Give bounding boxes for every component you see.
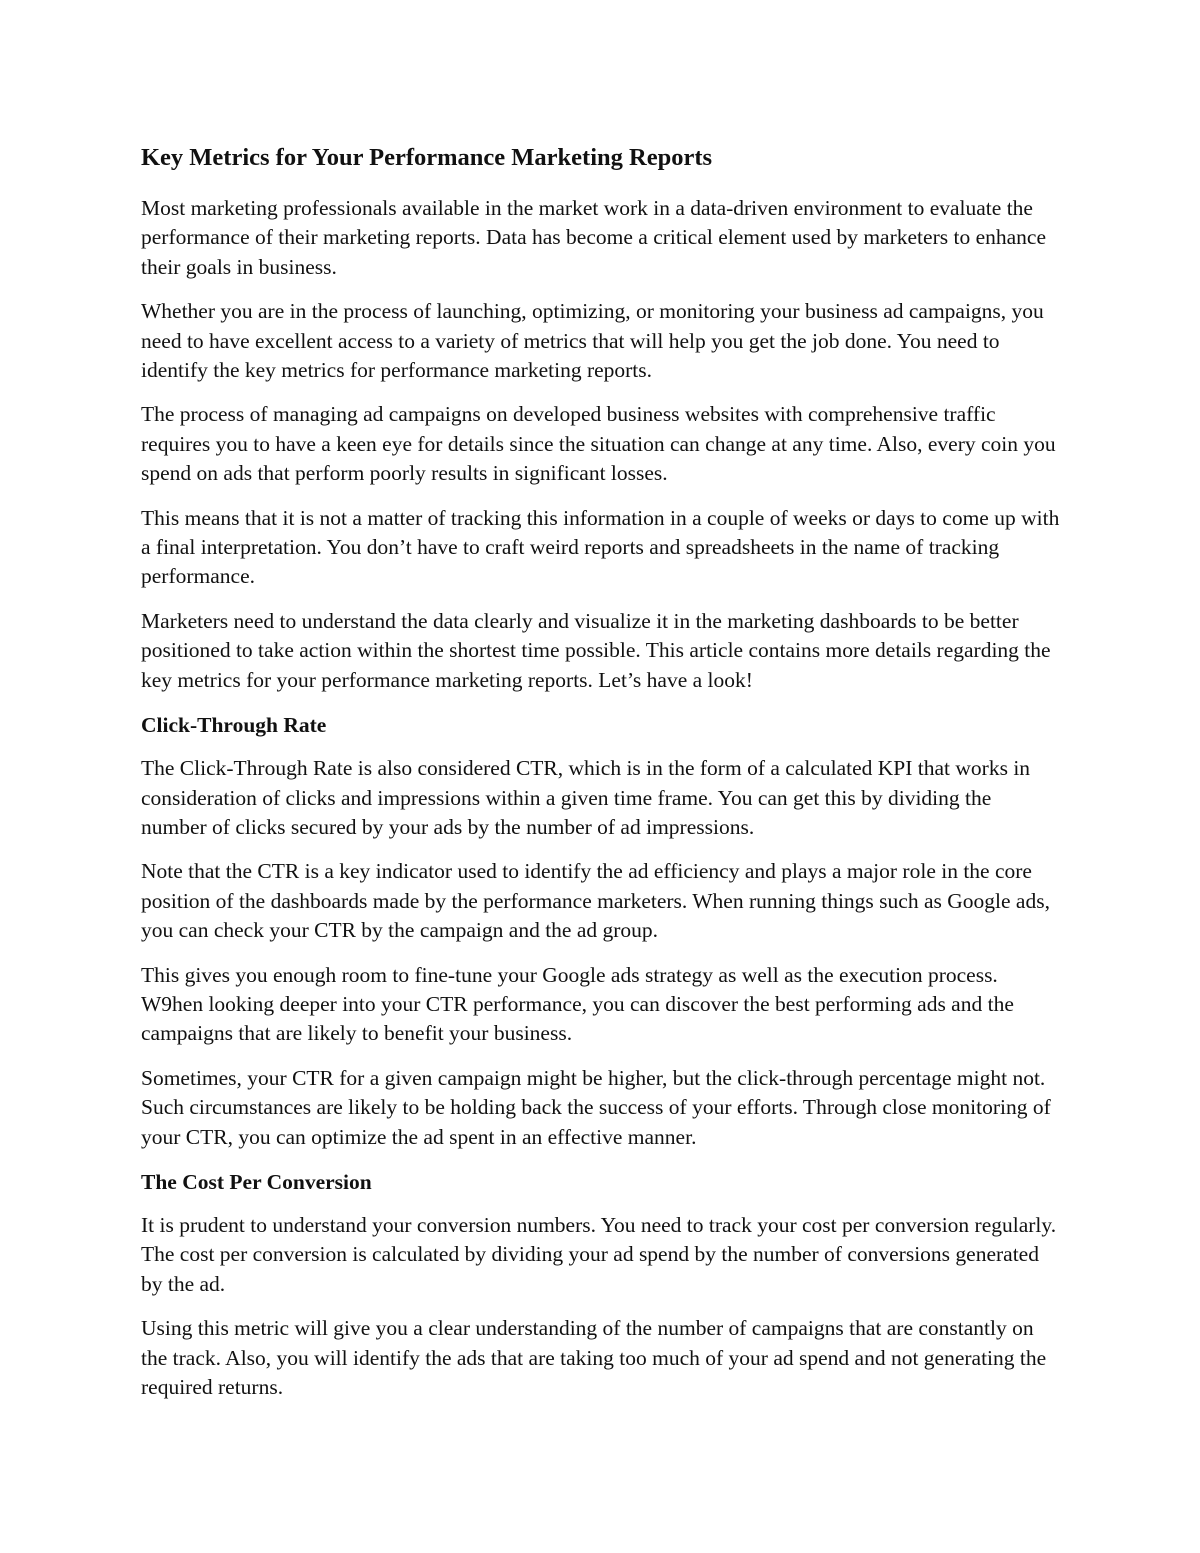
section-paragraph: Note that the CTR is a key indicator used to identify the ad efficiency and plays a major role in the core position of the dashboards made by the performance marketers. When running things such as Google ads, you can check your CTR by the campaign and the ad group. bbox=[141, 859, 1050, 943]
intro-paragraph: Marketers need to understand the data clearly and visualize it in the marketing dashboards to be better positioned to take action within the shortest time possible. This article contains more details regarding the key metrics for your performance marketing reports. Let’s have a look! bbox=[141, 608, 1051, 692]
intro-paragraph: Whether you are in the process of launching, optimizing, or monitoring your business ad campaigns, you need to have excellent access to a variety of metrics that will help you get the job done. You need to identify the key metrics for performance marketing reports. bbox=[141, 299, 1044, 383]
section-heading-click-through-rate: Click-Through Rate bbox=[141, 713, 327, 738]
document-title: Key Metrics for Your Performance Marketing Reports bbox=[141, 144, 713, 171]
section-paragraph: The Click-Through Rate is also considered CTR, which is in the form of a calculated KPI that works in consideration of clicks and impressions within a given time frame. You can get this by dividing the number of clicks secured by your ads by the number of ad impressions. bbox=[141, 756, 1031, 839]
section-paragraph: This gives you enough room to fine-tune your Google ads strategy as well as the execution process. W9hen looking deeper into your CTR performance, you can discover the best performing ads and the campaigns that are likely to benefit your business. bbox=[141, 962, 1014, 1046]
document-page bbox=[141, 140, 1061, 1417]
section-paragraph: Sometimes, your CTR for a given campaign might be higher, but the click-through percentage might not. Such circumstances are likely to be holding back the success of your efforts. Through close monitoring of your CTR, you can optimize the ad spent in an effective manner. bbox=[141, 1065, 1051, 1149]
section-paragraph: It is prudent to understand your conversion numbers. You need to track your cost per conversion regularly. The cost per conversion is calculated by dividing your ad spend by the number of conversions generated by the ad. bbox=[141, 1212, 1057, 1296]
intro-paragraph: This means that it is not a matter of tracking this information in a couple of weeks or days to come up with a final interpretation. You don’t have to craft weird reports and spreadsheets in the name of tracking performance. bbox=[141, 505, 1060, 589]
section-heading-cost-per-conversion: The Cost Per Conversion bbox=[141, 1169, 372, 1194]
intro-paragraph: The process of managing ad campaigns on developed business websites with comprehensive traffic requires you to have a keen eye for details since the situation can change at any time. Also, every coin you spend on ads that perform poorly results in significant losses. bbox=[141, 402, 1056, 486]
section-paragraph: Using this metric will give you a clear understanding of the number of campaigns that are constantly on the track. Also, you will identify the ads that are taking too much of your ad spend and not generating the required returns. bbox=[141, 1316, 1047, 1399]
intro-paragraph: Most marketing professionals available in the market work in a data-driven environment to evaluate the performance of their marketing reports. Data has become a critical element used by marketers to enhance their goals in business. bbox=[141, 196, 1046, 279]
